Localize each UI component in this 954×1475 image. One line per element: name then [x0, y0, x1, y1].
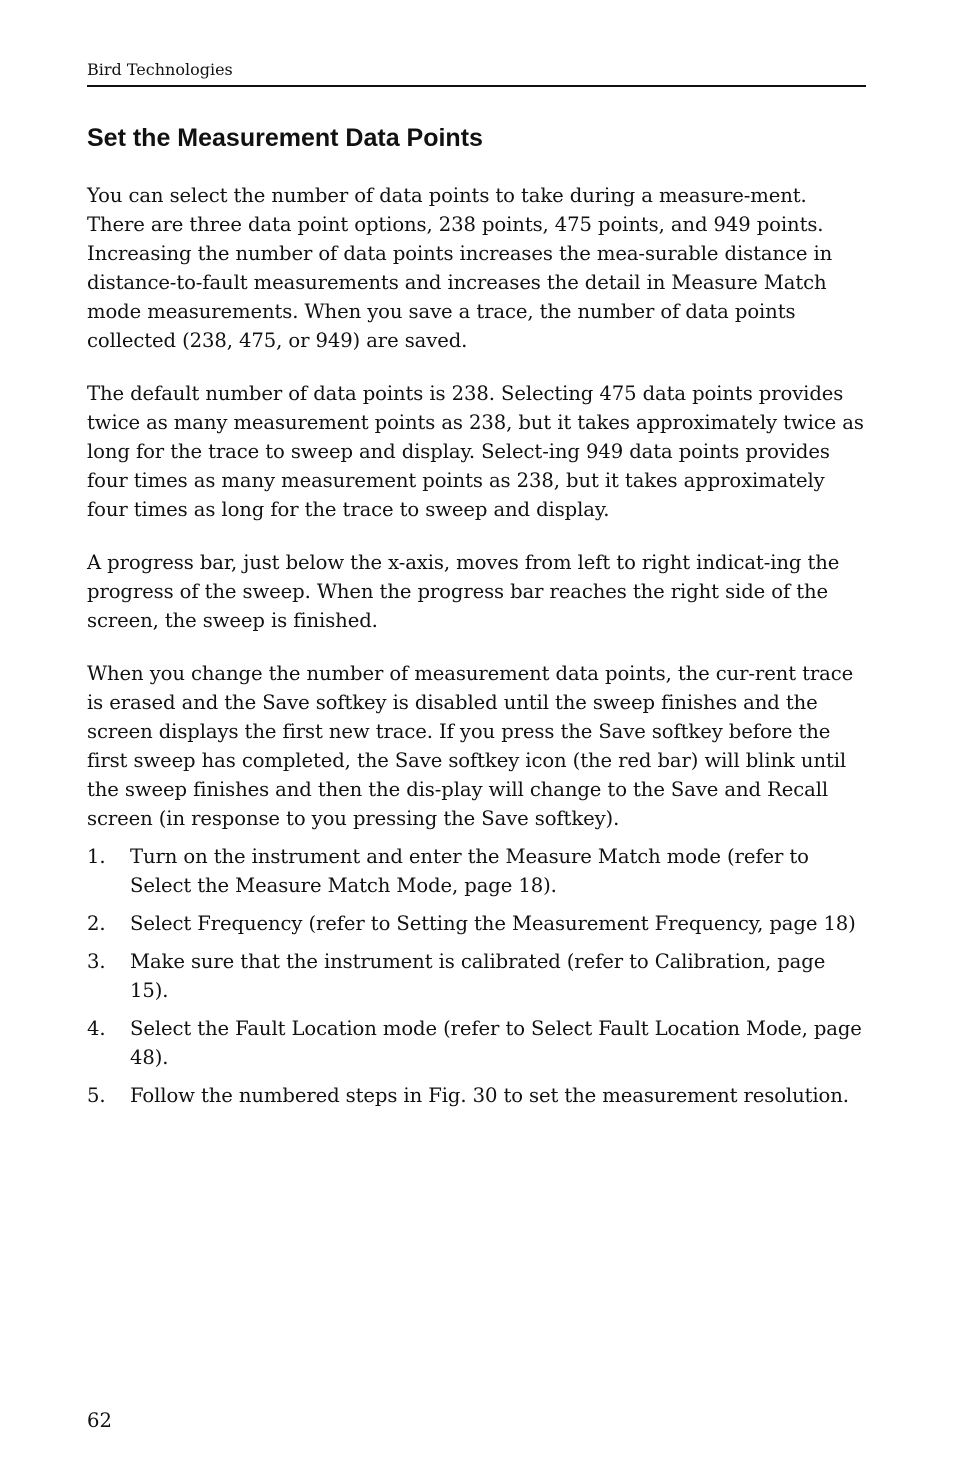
paragraph-progress-bar: A progress bar, just below the x-axis, moves from left to right indicat-ing the progress of the sweep. When the progress bar reaches the right side of the screen, the sweep is finished. — [87, 551, 840, 632]
step-number: 4. — [87, 1017, 106, 1040]
step-text: Turn on the instrument and enter the Measure Match mode (refer to Select the Measure Match Mode, page 18). — [130, 845, 809, 897]
paragraph-default-points: The default number of data points is 238. Selecting 475 data points provides twice as many measurement points as 238, but it takes approximately twice as long for the trace to sweep and display. Select-ing 949 data points provides four times as many measurement points as 238, but it takes approximately four times as long for the trace to sweep and display. — [87, 382, 864, 521]
page-number: 62 — [87, 1409, 112, 1432]
body-content — [87, 181, 866, 1119]
list-item — [87, 1081, 866, 1110]
step-text: Follow the numbered steps in Fig. 30 to set the measurement resolution. — [130, 1084, 849, 1107]
section-title: Set the Measurement Data Points — [87, 124, 483, 152]
list-item — [87, 909, 866, 938]
list-item — [87, 947, 866, 1005]
step-number: 2. — [87, 912, 106, 935]
step-text: Make sure that the instrument is calibrated (refer to Calibration, page 15). — [130, 950, 826, 1002]
step-number: 5. — [87, 1084, 106, 1107]
list-item — [87, 842, 866, 900]
list-item — [87, 1014, 866, 1072]
step-number: 1. — [87, 845, 106, 868]
running-header: Bird Technologies — [87, 60, 233, 79]
step-text: Select the Fault Location mode (refer to Select Fault Location Mode, page 48). — [130, 1017, 862, 1069]
steps-list — [87, 842, 866, 1110]
step-number: 3. — [87, 950, 106, 973]
header-rule — [87, 85, 866, 87]
paragraph-data-point-options: You can select the number of data points to take during a measure-ment. There are three data point options, 238 points, 475 points, and 949 points. Increasing the number of data points increases the mea-surable distance in distance-to-fault measurements and increases the detail in Measure Match mode measurements. When you save a trace, the number of data points collected (238, 475, or 949) are saved. — [87, 184, 833, 352]
paragraph-change-points: When you change the number of measurement data points, the cur-rent trace is erased and the Save softkey is disabled until the sweep finishes and the screen displays the first new trace. If you press the Save softkey before the first sweep has completed, the Save softkey icon (the red bar) will blink until the sweep finishes and then the dis-play will change to the Save and Recall screen (in response to you pressing the Save softkey). — [87, 662, 854, 830]
step-text: Select Frequency (refer to Setting the Measurement Frequency, page 18) — [130, 912, 856, 935]
